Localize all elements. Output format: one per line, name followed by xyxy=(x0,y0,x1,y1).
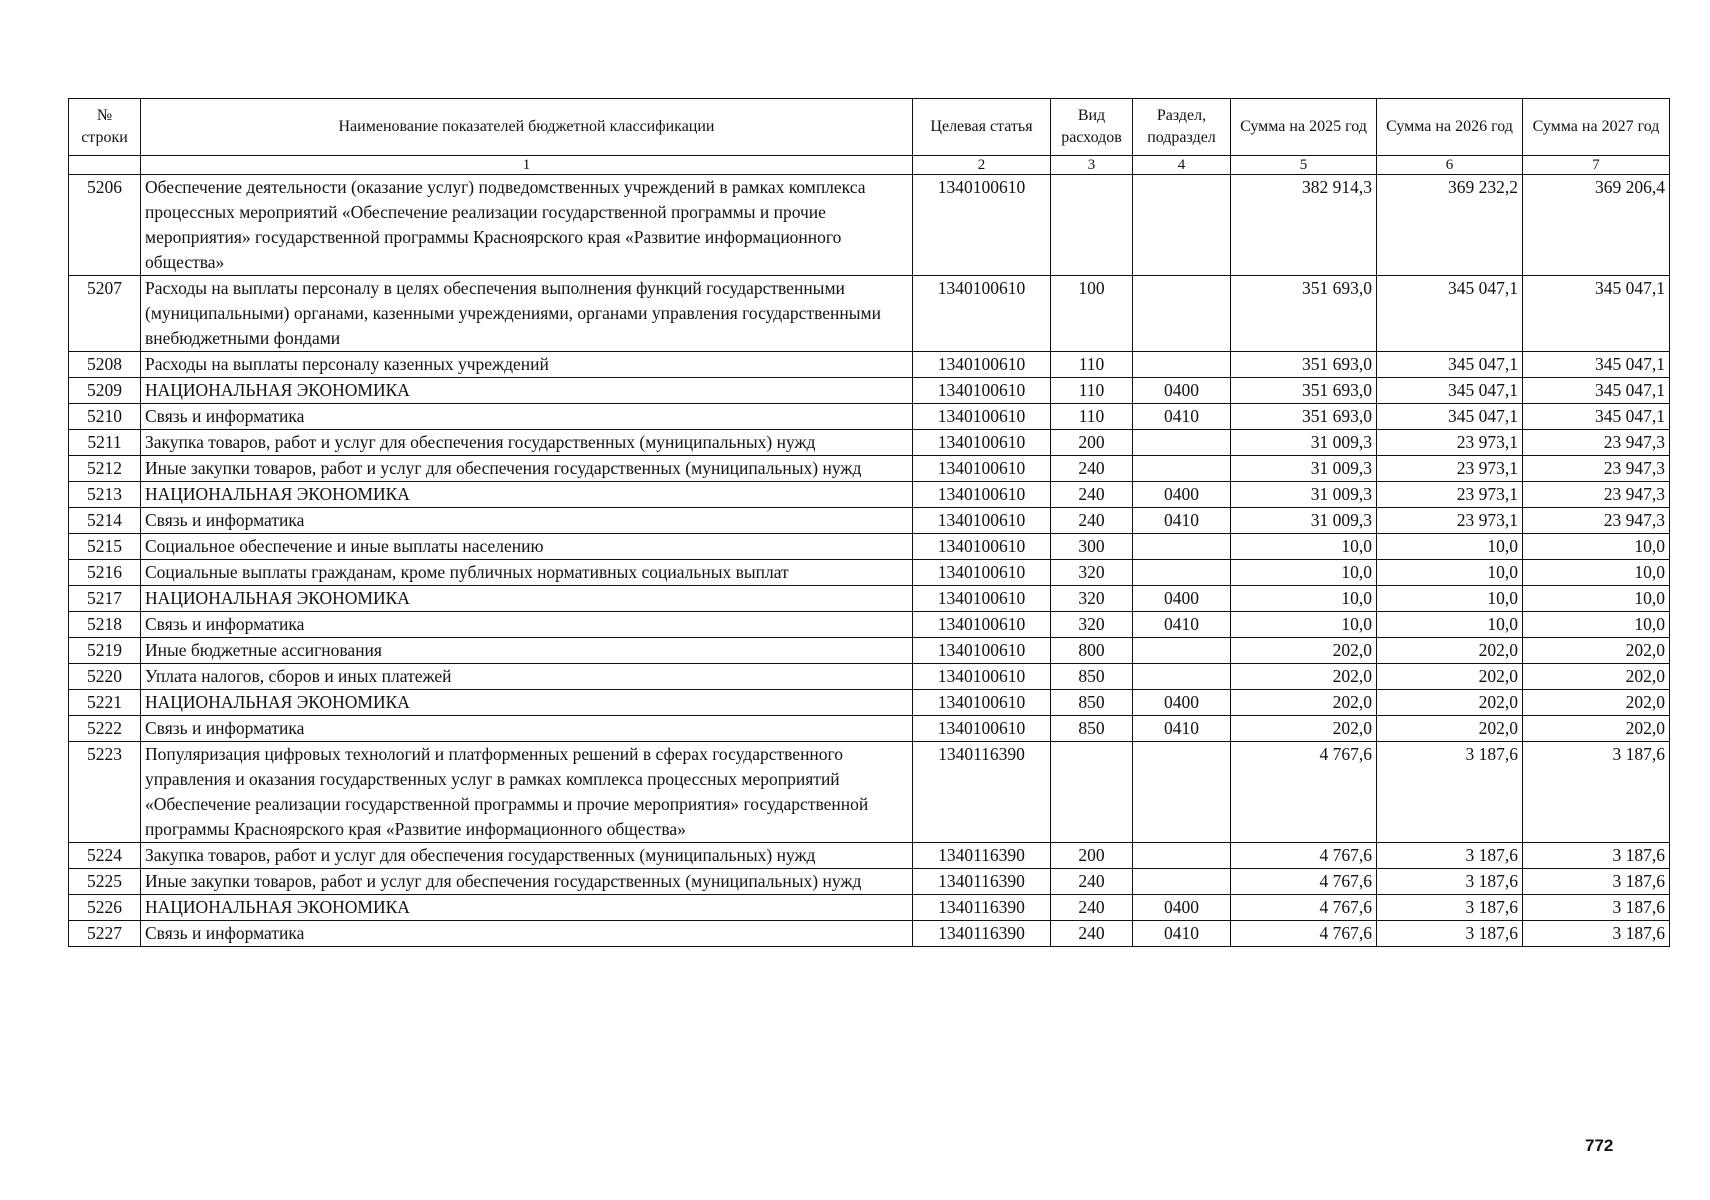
row-sum-2027: 369 206,4 xyxy=(1523,175,1670,276)
row-expense-type xyxy=(1051,742,1133,843)
row-section xyxy=(1133,352,1231,378)
row-name: Связь и информатика xyxy=(141,404,913,430)
row-sum-2025: 382 914,3 xyxy=(1231,175,1377,276)
header-target: Целевая статья xyxy=(913,99,1051,156)
table-row xyxy=(69,404,1670,430)
row-sum-2025: 4 767,6 xyxy=(1231,921,1377,947)
row-expense-type: 200 xyxy=(1051,843,1133,869)
row-section xyxy=(1133,560,1231,586)
row-sum-2026: 3 187,6 xyxy=(1377,843,1523,869)
column-number xyxy=(69,156,141,175)
header-sum-2026: Сумма на 2026 год xyxy=(1377,99,1523,156)
row-section: 0410 xyxy=(1133,716,1231,742)
row-target-article: 1340100610 xyxy=(913,716,1051,742)
row-target-article: 1340100610 xyxy=(913,586,1051,612)
table-row xyxy=(69,921,1670,947)
row-name: Связь и информатика xyxy=(141,508,913,534)
row-expense-type: 110 xyxy=(1051,378,1133,404)
column-number: 4 xyxy=(1133,156,1231,175)
row-section xyxy=(1133,638,1231,664)
row-number: 5210 xyxy=(69,404,141,430)
header-sum-2027: Сумма на 2027 год xyxy=(1523,99,1670,156)
row-target-article: 1340116390 xyxy=(913,742,1051,843)
header-name: Наименование показателей бюджетной классификации xyxy=(141,99,913,156)
row-sum-2027: 202,0 xyxy=(1523,664,1670,690)
row-section: 0400 xyxy=(1133,690,1231,716)
row-section: 0410 xyxy=(1133,508,1231,534)
row-sum-2027: 3 187,6 xyxy=(1523,921,1670,947)
row-target-article: 1340100610 xyxy=(913,690,1051,716)
row-section xyxy=(1133,175,1231,276)
row-sum-2027: 23 947,3 xyxy=(1523,430,1670,456)
row-sum-2026: 23 973,1 xyxy=(1377,456,1523,482)
row-expense-type: 320 xyxy=(1051,560,1133,586)
row-sum-2026: 202,0 xyxy=(1377,716,1523,742)
table-row xyxy=(69,430,1670,456)
row-name: НАЦИОНАЛЬНАЯ ЭКОНОМИКА xyxy=(141,378,913,404)
row-expense-type: 850 xyxy=(1051,664,1133,690)
row-number: 5212 xyxy=(69,456,141,482)
row-expense-type: 240 xyxy=(1051,508,1133,534)
row-target-article: 1340116390 xyxy=(913,843,1051,869)
table-row xyxy=(69,869,1670,895)
row-sum-2027: 3 187,6 xyxy=(1523,742,1670,843)
row-sum-2025: 10,0 xyxy=(1231,612,1377,638)
table-row xyxy=(69,456,1670,482)
row-sum-2027: 23 947,3 xyxy=(1523,456,1670,482)
row-sum-2025: 10,0 xyxy=(1231,586,1377,612)
row-sum-2025: 202,0 xyxy=(1231,638,1377,664)
row-sum-2027: 23 947,3 xyxy=(1523,482,1670,508)
row-target-article: 1340100610 xyxy=(913,175,1051,276)
row-sum-2025: 351 693,0 xyxy=(1231,276,1377,352)
row-expense-type: 300 xyxy=(1051,534,1133,560)
row-sum-2027: 202,0 xyxy=(1523,690,1670,716)
row-expense-type: 200 xyxy=(1051,430,1133,456)
table-row xyxy=(69,664,1670,690)
row-sum-2026: 10,0 xyxy=(1377,560,1523,586)
row-sum-2027: 3 187,6 xyxy=(1523,843,1670,869)
row-name: НАЦИОНАЛЬНАЯ ЭКОНОМИКА xyxy=(141,895,913,921)
row-number: 5221 xyxy=(69,690,141,716)
row-name: Расходы на выплаты персоналу казенных учреждений xyxy=(141,352,913,378)
row-target-article: 1340100610 xyxy=(913,482,1051,508)
row-name: Закупка товаров, работ и услуг для обеспечения государственных (муниципальных) нужд xyxy=(141,843,913,869)
row-number: 5213 xyxy=(69,482,141,508)
row-sum-2027: 345 047,1 xyxy=(1523,352,1670,378)
row-sum-2027: 345 047,1 xyxy=(1523,378,1670,404)
row-sum-2025: 31 009,3 xyxy=(1231,482,1377,508)
column-number: 5 xyxy=(1231,156,1377,175)
row-expense-type: 240 xyxy=(1051,895,1133,921)
row-name: НАЦИОНАЛЬНАЯ ЭКОНОМИКА xyxy=(141,586,913,612)
row-sum-2027: 10,0 xyxy=(1523,612,1670,638)
row-number: 5218 xyxy=(69,612,141,638)
row-number: 5209 xyxy=(69,378,141,404)
table-row xyxy=(69,742,1670,843)
row-sum-2026: 10,0 xyxy=(1377,586,1523,612)
row-number: 5208 xyxy=(69,352,141,378)
table-row xyxy=(69,843,1670,869)
row-name: НАЦИОНАЛЬНАЯ ЭКОНОМИКА xyxy=(141,690,913,716)
row-sum-2027: 202,0 xyxy=(1523,638,1670,664)
row-name: НАЦИОНАЛЬНАЯ ЭКОНОМИКА xyxy=(141,482,913,508)
row-sum-2026: 202,0 xyxy=(1377,638,1523,664)
row-name: Социальное обеспечение и иные выплаты населению xyxy=(141,534,913,560)
row-sum-2025: 4 767,6 xyxy=(1231,895,1377,921)
table-row xyxy=(69,716,1670,742)
row-sum-2025: 31 009,3 xyxy=(1231,456,1377,482)
row-section: 0410 xyxy=(1133,404,1231,430)
column-number: 3 xyxy=(1051,156,1133,175)
row-sum-2026: 345 047,1 xyxy=(1377,378,1523,404)
row-expense-type: 320 xyxy=(1051,612,1133,638)
row-name: Закупка товаров, работ и услуг для обеспечения государственных (муниципальных) нужд xyxy=(141,430,913,456)
row-target-article: 1340100610 xyxy=(913,456,1051,482)
row-name: Иные бюджетные ассигнования xyxy=(141,638,913,664)
row-sum-2025: 351 693,0 xyxy=(1231,352,1377,378)
row-sum-2025: 4 767,6 xyxy=(1231,869,1377,895)
table-row xyxy=(69,352,1670,378)
table-row xyxy=(69,895,1670,921)
row-sum-2027: 10,0 xyxy=(1523,586,1670,612)
row-section: 0400 xyxy=(1133,378,1231,404)
header-expense-type: Вид расходов xyxy=(1051,99,1133,156)
row-sum-2026: 369 232,2 xyxy=(1377,175,1523,276)
row-number: 5222 xyxy=(69,716,141,742)
row-sum-2026: 23 973,1 xyxy=(1377,482,1523,508)
row-expense-type: 110 xyxy=(1051,404,1133,430)
table-row xyxy=(69,638,1670,664)
row-number: 5219 xyxy=(69,638,141,664)
row-name: Связь и информатика xyxy=(141,612,913,638)
row-target-article: 1340100610 xyxy=(913,664,1051,690)
header-section: Раздел, подраздел xyxy=(1133,99,1231,156)
row-name: Уплата налогов, сборов и иных платежей xyxy=(141,664,913,690)
table-row xyxy=(69,175,1670,276)
row-number: 5226 xyxy=(69,895,141,921)
row-expense-type: 850 xyxy=(1051,716,1133,742)
row-sum-2027: 345 047,1 xyxy=(1523,404,1670,430)
row-section: 0400 xyxy=(1133,586,1231,612)
row-sum-2026: 202,0 xyxy=(1377,664,1523,690)
row-sum-2025: 202,0 xyxy=(1231,664,1377,690)
table-row xyxy=(69,586,1670,612)
table-body xyxy=(69,175,1670,947)
row-sum-2025: 4 767,6 xyxy=(1231,843,1377,869)
column-number: 7 xyxy=(1523,156,1670,175)
row-name: Популяризация цифровых технологий и платформенных решений в сферах государственного управления и оказания государственных услуг в рамках комплекса процессных мероприятий «Обеспечение реализации государственной программы и прочие мероприятия» государственной программы Красноярского края «Развитие информационного общества» xyxy=(141,742,913,843)
row-target-article: 1340100610 xyxy=(913,276,1051,352)
table-row xyxy=(69,378,1670,404)
table-row xyxy=(69,482,1670,508)
row-target-article: 1340100610 xyxy=(913,534,1051,560)
column-number: 1 xyxy=(141,156,913,175)
row-sum-2027: 345 047,1 xyxy=(1523,276,1670,352)
row-sum-2026: 345 047,1 xyxy=(1377,276,1523,352)
table-row xyxy=(69,276,1670,352)
row-expense-type: 320 xyxy=(1051,586,1133,612)
row-expense-type: 240 xyxy=(1051,921,1133,947)
row-section xyxy=(1133,276,1231,352)
row-section xyxy=(1133,742,1231,843)
row-target-article: 1340116390 xyxy=(913,921,1051,947)
row-sum-2025: 10,0 xyxy=(1231,560,1377,586)
row-sum-2027: 3 187,6 xyxy=(1523,895,1670,921)
row-expense-type: 240 xyxy=(1051,869,1133,895)
row-sum-2027: 10,0 xyxy=(1523,534,1670,560)
header-row-no: № строки xyxy=(69,99,141,156)
row-number: 5215 xyxy=(69,534,141,560)
row-sum-2026: 345 047,1 xyxy=(1377,404,1523,430)
row-section: 0400 xyxy=(1133,895,1231,921)
row-name: Иные закупки товаров, работ и услуг для обеспечения государственных (муниципальных) нужд xyxy=(141,869,913,895)
row-sum-2027: 3 187,6 xyxy=(1523,869,1670,895)
header-row xyxy=(69,99,1670,156)
row-number: 5206 xyxy=(69,175,141,276)
row-section: 0410 xyxy=(1133,921,1231,947)
row-number: 5216 xyxy=(69,560,141,586)
row-number: 5214 xyxy=(69,508,141,534)
table-row xyxy=(69,560,1670,586)
row-section xyxy=(1133,534,1231,560)
table-row xyxy=(69,534,1670,560)
row-sum-2026: 3 187,6 xyxy=(1377,742,1523,843)
row-sum-2026: 3 187,6 xyxy=(1377,921,1523,947)
row-sum-2026: 3 187,6 xyxy=(1377,895,1523,921)
row-sum-2025: 351 693,0 xyxy=(1231,378,1377,404)
column-number: 2 xyxy=(913,156,1051,175)
row-target-article: 1340100610 xyxy=(913,404,1051,430)
page-number: 772 xyxy=(1585,1136,1614,1155)
row-sum-2026: 23 973,1 xyxy=(1377,430,1523,456)
row-target-article: 1340100610 xyxy=(913,612,1051,638)
row-sum-2026: 10,0 xyxy=(1377,612,1523,638)
row-expense-type: 800 xyxy=(1051,638,1133,664)
table-row xyxy=(69,612,1670,638)
row-expense-type: 110 xyxy=(1051,352,1133,378)
row-number: 5220 xyxy=(69,664,141,690)
row-number: 5227 xyxy=(69,921,141,947)
row-section xyxy=(1133,664,1231,690)
row-sum-2026: 202,0 xyxy=(1377,690,1523,716)
row-number: 5224 xyxy=(69,843,141,869)
row-name: Социальные выплаты гражданам, кроме публичных нормативных социальных выплат xyxy=(141,560,913,586)
row-section: 0400 xyxy=(1133,482,1231,508)
budget-table xyxy=(68,98,1670,947)
row-sum-2025: 351 693,0 xyxy=(1231,404,1377,430)
row-target-article: 1340116390 xyxy=(913,869,1051,895)
row-target-article: 1340100610 xyxy=(913,430,1051,456)
row-name: Связь и информатика xyxy=(141,716,913,742)
row-sum-2026: 23 973,1 xyxy=(1377,508,1523,534)
header-sum-2025: Сумма на 2025 год xyxy=(1231,99,1377,156)
row-expense-type: 240 xyxy=(1051,482,1133,508)
row-sum-2025: 202,0 xyxy=(1231,716,1377,742)
row-sum-2025: 31 009,3 xyxy=(1231,508,1377,534)
row-target-article: 1340100610 xyxy=(913,352,1051,378)
row-expense-type: 100 xyxy=(1051,276,1133,352)
row-name: Обеспечение деятельности (оказание услуг) подведомственных учреждений в рамках комплекса процессных мероприятий «Обеспечение реализации государственной программы и прочие мероприятия» государственной программы Красноярского края «Развитие информационного общества» xyxy=(141,175,913,276)
row-target-article: 1340100610 xyxy=(913,508,1051,534)
row-expense-type xyxy=(1051,175,1133,276)
column-number-row xyxy=(69,156,1670,175)
row-sum-2026: 10,0 xyxy=(1377,534,1523,560)
row-number: 5207 xyxy=(69,276,141,352)
row-number: 5225 xyxy=(69,869,141,895)
row-expense-type: 240 xyxy=(1051,456,1133,482)
row-number: 5211 xyxy=(69,430,141,456)
row-sum-2025: 31 009,3 xyxy=(1231,430,1377,456)
table-row xyxy=(69,690,1670,716)
row-target-article: 1340100610 xyxy=(913,378,1051,404)
row-target-article: 1340100610 xyxy=(913,560,1051,586)
row-sum-2027: 10,0 xyxy=(1523,560,1670,586)
row-sum-2025: 202,0 xyxy=(1231,690,1377,716)
row-number: 5223 xyxy=(69,742,141,843)
row-section xyxy=(1133,869,1231,895)
row-section xyxy=(1133,456,1231,482)
row-target-article: 1340100610 xyxy=(913,638,1051,664)
row-name: Расходы на выплаты персоналу в целях обеспечения выполнения функций государственными (муниципальными) органами, казенными учреждениями, органами управления государственными внебюджетными фондами xyxy=(141,276,913,352)
row-section xyxy=(1133,430,1231,456)
row-sum-2025: 4 767,6 xyxy=(1231,742,1377,843)
row-sum-2026: 3 187,6 xyxy=(1377,869,1523,895)
row-sum-2027: 202,0 xyxy=(1523,716,1670,742)
row-name: Связь и информатика xyxy=(141,921,913,947)
column-number: 6 xyxy=(1377,156,1523,175)
row-sum-2026: 345 047,1 xyxy=(1377,352,1523,378)
row-target-article: 1340116390 xyxy=(913,895,1051,921)
row-name: Иные закупки товаров, работ и услуг для обеспечения государственных (муниципальных) нужд xyxy=(141,456,913,482)
row-sum-2025: 10,0 xyxy=(1231,534,1377,560)
row-section: 0410 xyxy=(1133,612,1231,638)
row-section xyxy=(1133,843,1231,869)
row-expense-type: 850 xyxy=(1051,690,1133,716)
table-row xyxy=(69,508,1670,534)
row-sum-2027: 23 947,3 xyxy=(1523,508,1670,534)
row-number: 5217 xyxy=(69,586,141,612)
